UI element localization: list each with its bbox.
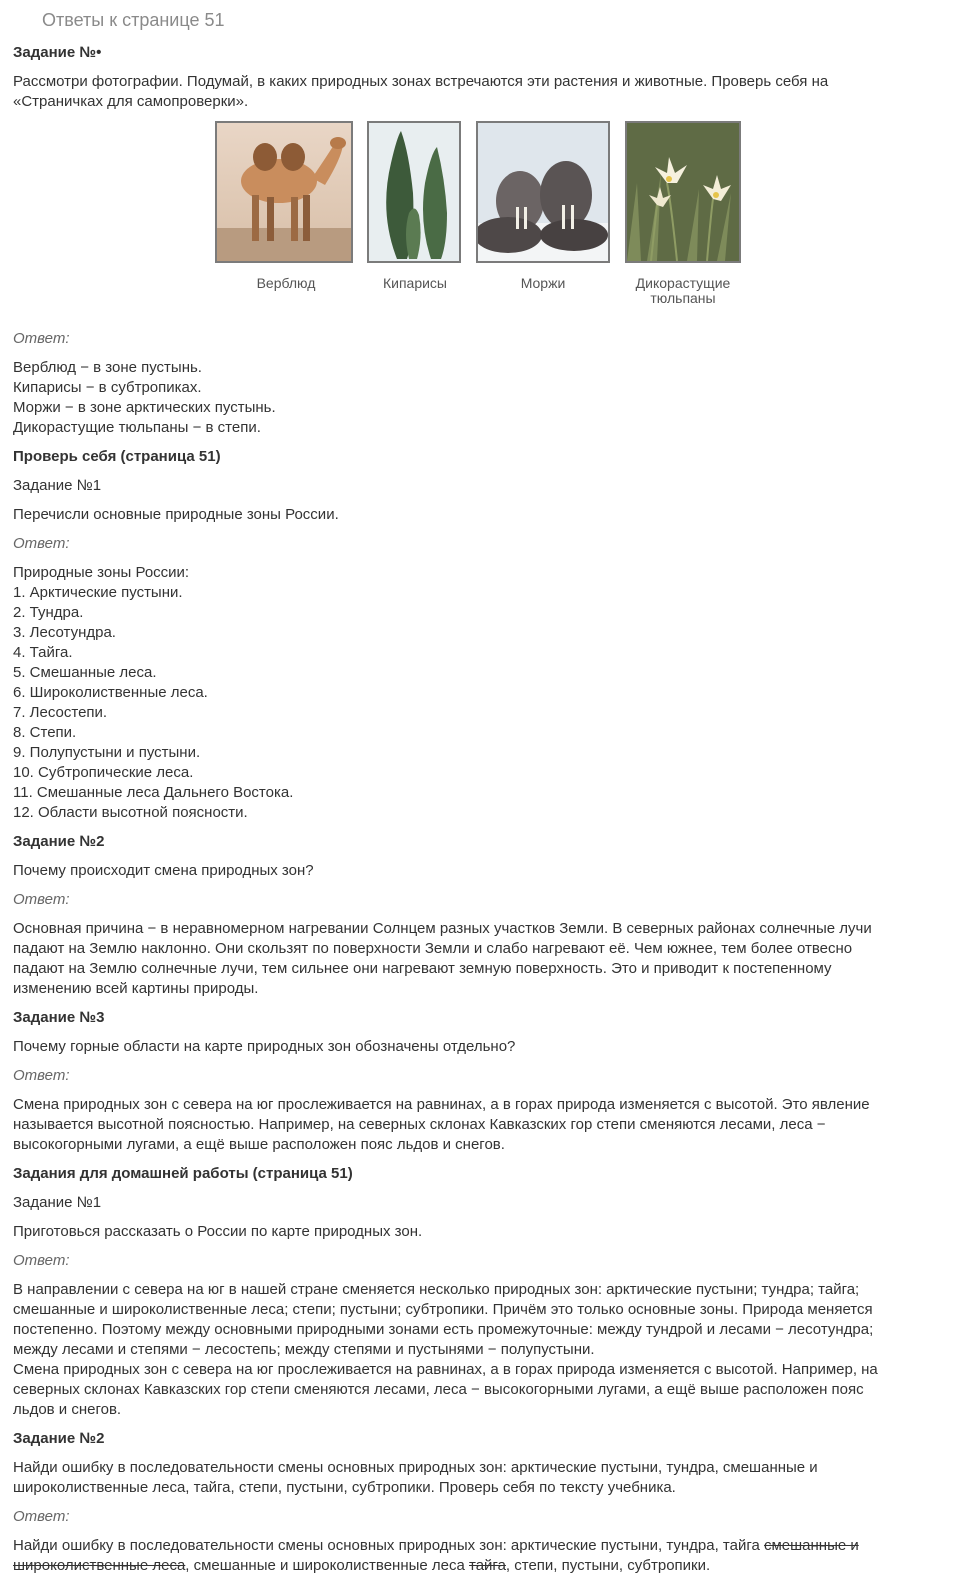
zone-list-item: 5. Смешанные леса.: [13, 664, 157, 681]
answer-line: [13, 1556, 943, 1576]
home-task2-answer-label: Ответ:: [13, 1508, 70, 1525]
answer-line: постепенно. Поэтому между основными природными зонами есть промежуточные: между тундрой и лесами − лесотундра;: [13, 1321, 874, 1338]
struck-text: тайга: [469, 1557, 506, 1574]
check-heading: Проверь себя (страница 51): [13, 448, 221, 465]
question-line: широколиственные леса, тайга, степи, пустыни, субтропики. Проверь себя по тексту учебника.: [13, 1479, 676, 1496]
walrus-photo-icon: [476, 121, 610, 263]
answer-line: изменению всей картины природы.: [13, 980, 259, 997]
home-heading: Задания для домашней работы (страница 51): [13, 1165, 353, 1182]
photo-caption-camel: Верблюд: [256, 275, 316, 291]
check-task2-question: Почему происходит смена природных зон?: [13, 862, 314, 879]
answer-line: называется высотной поясностью. Например, на северных склонах Кавказских гор степи сменяются лесами, леса −: [13, 1116, 826, 1133]
zone-list-item: 11. Смешанные леса Дальнего Востока.: [13, 784, 294, 801]
photo-walrus: [476, 121, 610, 291]
page-title: Ответы к странице 51: [42, 10, 225, 30]
zone-list-item: 2. Тундра.: [13, 604, 84, 621]
intro-question-text: Рассмотри фотографии. Подумай, в каких природных зонах встречаются эти растения и животные. Проверь себя на «Страничках для самопроверки».: [13, 73, 829, 110]
answer-line: льдов и снегов.: [13, 1401, 122, 1418]
answer-line: [13, 1536, 943, 1556]
check-task2-answer: [13, 919, 943, 999]
intro-answer-line: Кипарисы − в субтропиках.: [13, 379, 202, 396]
struck-text: смешанные и: [763, 1537, 859, 1554]
answer-line: падают на Землю наклонно. Они скользят по поверхности Земли и слабо нагревают её. Чем южнее, тем более отвесно: [13, 940, 853, 957]
tulip-photo-icon: [625, 121, 741, 263]
struck-text: широколиственные леса: [13, 1557, 186, 1574]
check-task2-title: Задание №2: [13, 833, 105, 850]
answer-text: Найди ошибку в последовательности смены основных природных зон: арктические пустыни, тундра, тайга: [13, 1537, 764, 1554]
zone-list-item: 4. Тайга.: [13, 644, 73, 661]
intro-answer: [13, 358, 943, 438]
zone-list-item: 7. Лесостепи.: [13, 704, 108, 721]
check-task3-question: Почему горные области на карте природных зон обозначены отдельно?: [13, 1038, 516, 1055]
intro-question: [13, 72, 943, 112]
zone-list-item: 9. Полупустыни и пустыни.: [13, 744, 201, 761]
check-task3-answer-label: Ответ:: [13, 1067, 70, 1084]
check-task3-title: Задание №3: [13, 1009, 105, 1026]
zone-list-item: 12. Области высотной поясности.: [13, 804, 248, 821]
home-task2-title: Задание №2: [13, 1430, 105, 1447]
answer-text: , смешанные и широколиственные леса: [185, 1557, 469, 1574]
check-task1-question: Перечисли основные природные зоны России.: [13, 506, 339, 523]
photo-cypress: [367, 121, 463, 291]
home-task1-question: Приготовься рассказать о России по карте природных зон.: [13, 1223, 423, 1240]
home-task1-answer: [13, 1280, 943, 1420]
zone-list-item: 6. Широколиственные леса.: [13, 684, 208, 701]
intro-answer-line: Моржи − в зоне арктических пустынь.: [13, 399, 276, 416]
answer-line: высокогорными лугами, а ещё выше расположен пояс льдов и снегов.: [13, 1136, 505, 1153]
answer-text: , степи, пустыни, субтропики.: [505, 1557, 711, 1574]
zone-list-item: 3. Лесотундра.: [13, 624, 116, 641]
answer-line: В направлении с севера на юг в нашей стране сменяется несколько природных зон: арктические пустыни; тундра; тайга;: [13, 1281, 860, 1298]
photo-caption-cypress: Кипарисы: [382, 275, 447, 291]
check-task1-answer: [13, 563, 943, 823]
zone-list-item: 1. Арктические пустыни.: [13, 584, 183, 601]
home-task1-title: Задание №1: [13, 1194, 102, 1211]
photo-tulips: [623, 121, 763, 306]
question-line: Найди ошибку в последовательности смены основных природных зон: арктические пустыни, тундра, смешанные и: [13, 1459, 818, 1476]
photo-camel: [215, 121, 357, 291]
content: [13, 43, 943, 1585]
intro-answer-label: Ответ:: [13, 330, 70, 347]
zone-list-item: 8. Степи.: [13, 724, 77, 741]
cypress-photo-icon: [367, 121, 461, 263]
intro-heading: Задание №•: [13, 44, 102, 61]
zone-list-item: 10. Субтропические леса.: [13, 764, 194, 781]
home-task1-answer-label: Ответ:: [13, 1252, 70, 1269]
answer-line: падают на Землю солнечные лучи, тем сильнее они нагревают земную поверхность. Это и приводит к постепенному: [13, 960, 832, 977]
photo-caption-tulips: Дикорастущие тюльпаны: [635, 275, 731, 306]
check-task1-answer-label: Ответ:: [13, 535, 70, 552]
photo-caption-walrus: Моржи: [520, 275, 566, 291]
intro-answer-line: Дикорастущие тюльпаны − в степи.: [13, 419, 261, 436]
answer-line: смешанные и широколиственные леса; степи; пустыни; субтропики. Причём это только основные зоны. Природа меняется: [13, 1301, 873, 1318]
check-task1-title: Задание №1: [13, 477, 102, 494]
check-task3-answer: [13, 1095, 943, 1155]
answer-line: Смена природных зон с севера на юг прослеживается на равнинах, а в горах природа изменяется с высотой. Например, на: [13, 1361, 878, 1378]
home-task2-answer: [13, 1536, 943, 1576]
camel-photo-icon: [215, 121, 353, 263]
answer-line: Смена природных зон с севера на юг прослеживается на равнинах, а в горах природа изменяется с высотой. Это явление: [13, 1096, 870, 1113]
answer-line: северных склонах Кавказских гор степи сменяются лесами, леса − высокогорными лугами, а ещё выше расположен пояс: [13, 1381, 864, 1398]
answer-line: Основная причина − в неравномерном нагревании Солнцем разных участков Земли. В северных районах солнечные лучи: [13, 920, 872, 937]
answer-line: между лесами и степями − лесостепь; между степями и пустынями − полупустыни.: [13, 1341, 595, 1358]
check-task2-answer-label: Ответ:: [13, 891, 70, 908]
check-task1-answer-intro: Природные зоны России:: [13, 564, 190, 581]
photo-row: [13, 121, 943, 321]
intro-answer-line: Верблюд − в зоне пустынь.: [13, 359, 202, 376]
home-task2-question: [13, 1458, 943, 1498]
